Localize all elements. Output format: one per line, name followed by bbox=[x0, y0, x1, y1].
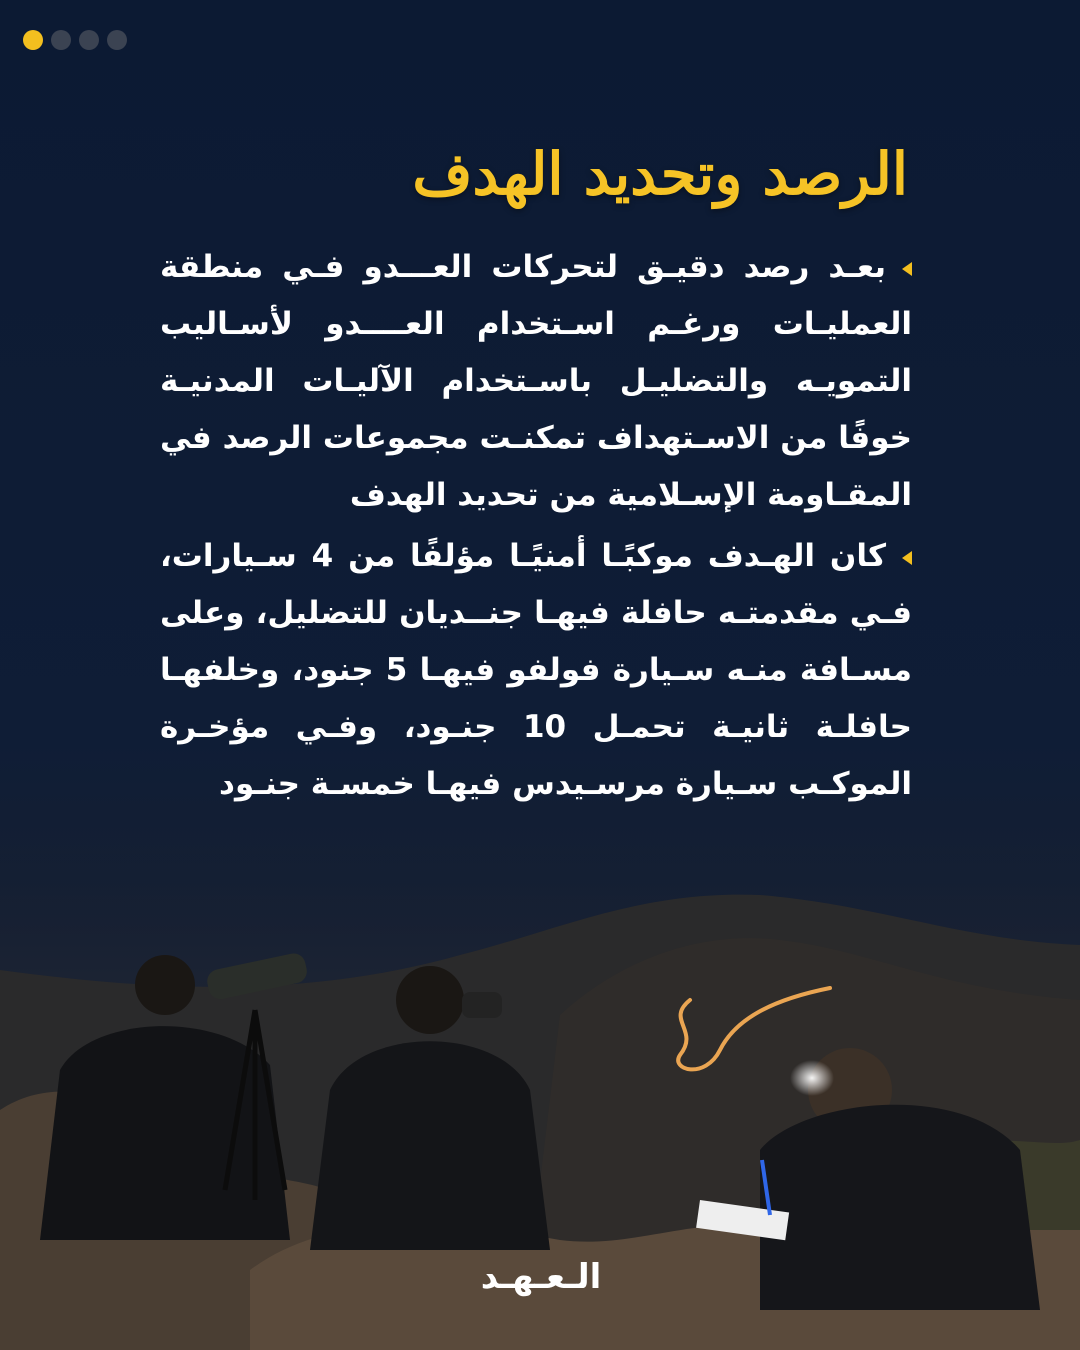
pagination-dot-active[interactable] bbox=[23, 30, 43, 50]
paragraph-1 bbox=[160, 239, 912, 524]
brand-logo: الـعـهـد bbox=[480, 1257, 602, 1297]
paragraph-1-text: بعـد رصد دقيـق لتحركات العـــدو فـي منطقة العمليـات ورغـم اسـتخدام العــــدو لأسـاليب التمويـه والتضليـل باسـتخدام الآليـات المدنيـة خوفًا من الاسـتهداف تمكنـت مجموعات الرصد في المقـاومة الإسـلامية من تحديد الهدف bbox=[160, 249, 912, 513]
triangle-bullet-icon bbox=[902, 262, 912, 276]
paragraph-2-text: كان الهـدف موكبًـا أمنيًـا مؤلفًا من 4 سـيارات، فـي مقدمتـه حافلة فيهـا جنــديان للتضليل، وعلى مسـافة منـه سـيارة فولفو فيهـا 5 جنود، وخلفهـا حافلـة ثانيـة تحمـل 10 جنـود، وفـي مؤخـرة الموكـب سـيارة مرسـيدس فيهـا خمسـة جنـود bbox=[160, 538, 912, 802]
pagination-dot[interactable] bbox=[51, 30, 71, 50]
paragraph-2 bbox=[160, 528, 912, 813]
pagination-dot[interactable] bbox=[107, 30, 127, 50]
pagination-dot[interactable] bbox=[79, 30, 99, 50]
page-title: الرصد وتحديد الهدف bbox=[412, 140, 908, 208]
triangle-bullet-icon bbox=[902, 551, 912, 565]
carousel-pagination bbox=[23, 30, 127, 50]
